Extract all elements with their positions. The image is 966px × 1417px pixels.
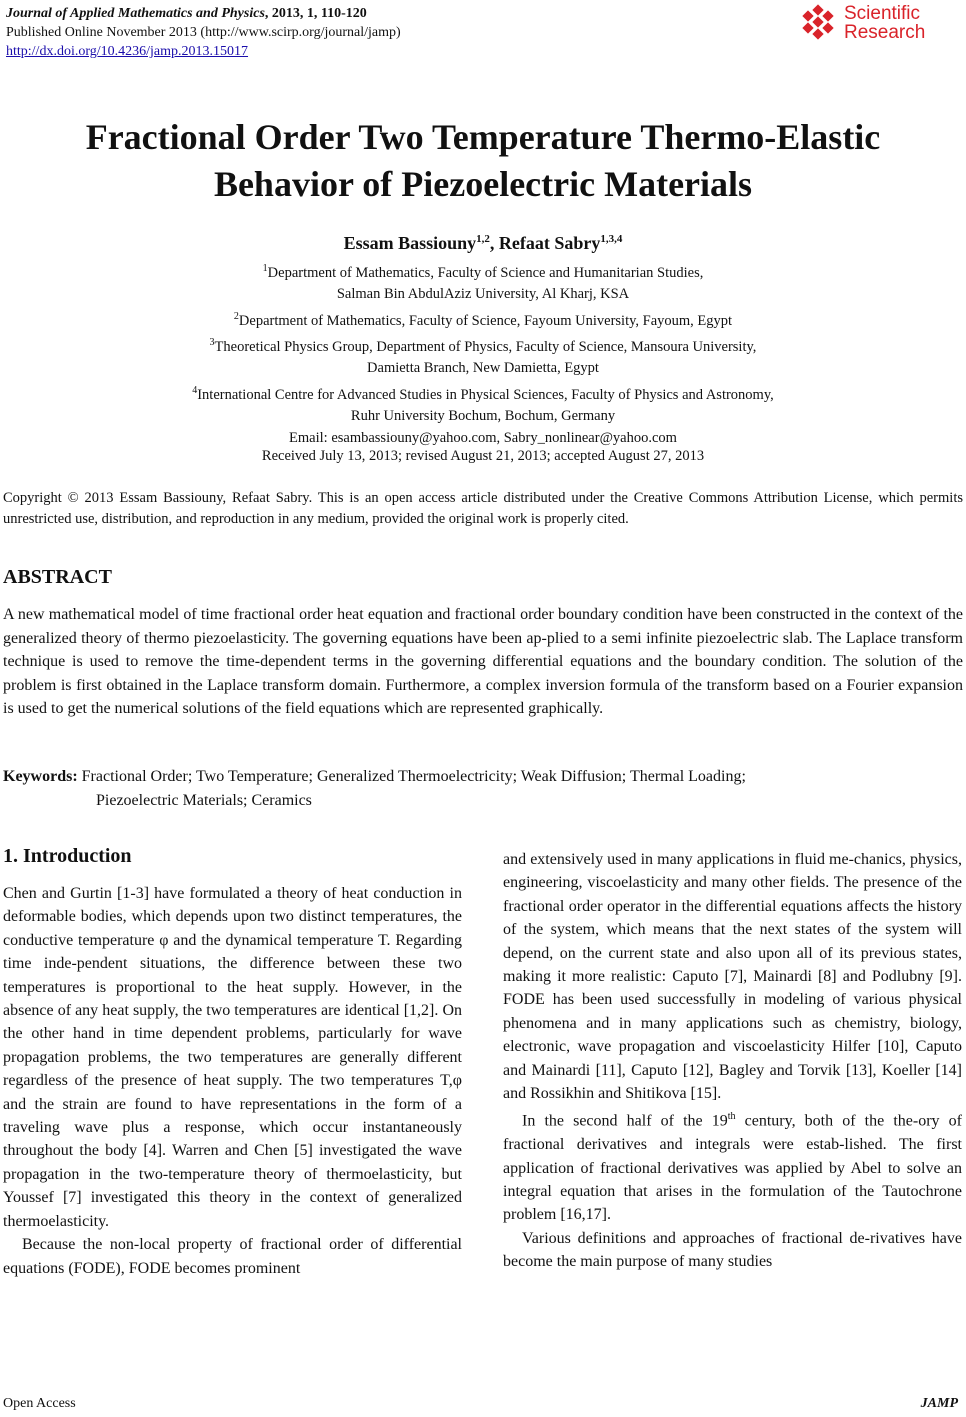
email-line: Email: esambassiouny@yahoo.com, Sabry_nonlinear@yahoo.com	[289, 429, 677, 446]
journal-header	[6, 4, 401, 61]
paragraph: In the second half of the 19th century, both of the the-ory of fractional derivatives and integrals were estab-lished. The first application of fractional derivatives was applied by Abel to solve an integral equation that arises in the formulation of the Tautochrone problem [16,17].	[503, 1111, 962, 1224]
scientific-research-logo	[800, 4, 960, 44]
section-heading-introduction: 1. Introduction	[3, 845, 132, 867]
right-column	[503, 848, 962, 1274]
abstract-heading: ABSTRACT	[3, 566, 112, 588]
published-line: Published Online November 2013 (http://www.scirp.org/journal/jamp)	[6, 25, 401, 40]
affiliations	[0, 258, 966, 449]
journal-name: Journal of Applied Mathematics and Physics	[6, 6, 265, 21]
keywords	[3, 765, 963, 812]
affiliation-line: Damietta Branch, New Damietta, Egypt	[367, 360, 599, 377]
affiliation-line: $^1$Department of Mathematics, Faculty of Science and Humanitarian Studies,	[262, 263, 704, 281]
author-1: Essam Bassiouny	[343, 233, 477, 253]
copyright-notice: Copyright © 2013 Essam Bassiouny, Refaat Sabry. This is an open access article distributed under the Creative Commons Attribution License, which permits unrestricted use, distribution, and reproduction in any medium, provided the original work is properly cited.	[3, 490, 963, 527]
received-dates: Received July 13, 2013; revised August 21, 2013; accepted August 27, 2013	[261, 448, 705, 464]
doi-link[interactable]: http://dx.doi.org/10.4236/jamp.2013.15017	[6, 44, 249, 59]
logo-text-research: Research	[844, 22, 926, 43]
keywords-label: Keywords:	[3, 768, 78, 785]
paragraph: Because the non-local property of fractional order of differential equations (FODE), FODE becomes prominent	[3, 1236, 462, 1277]
author-2: Refaat Sabry	[498, 233, 601, 253]
affiliation-line: $^4$International Centre for Advanced Studies in Physical Sciences, Faculty of Physics and Astronomy,	[192, 384, 774, 403]
journal-volume: , 2013, 1, 110-120	[264, 6, 367, 21]
abstract-text: A new mathematical model of time fractional order heat equation and fractional order boundary condition have been constructed in the context of the generalized theory of thermo piezoelasticity. The governing equations have been ap-plied to a semi infinite piezoelectric slab. The Laplace transform technique is used to remove the time-dependent terms in the governing differential equations and the boundary condition. The solution of the problem is first obtained in the Laplace transform domain. Furthermore, a complex inversion formula of the transform based on a Fourier expansion is used to get the numerical solutions of the field equations which are represented graphically.	[3, 606, 963, 717]
footer-open-access: Open Access	[3, 1396, 76, 1411]
author-1-affil: 1,2	[476, 233, 490, 245]
footer-journal-abbrev: JAMP	[920, 1396, 958, 1411]
paragraph: and extensively used in many applications in fluid me-chanics, physics, engineering, viscoelasticity and many other fields. The presence of the fractional order operator in the differential equations affects the history of the system, which means that the next states of the system will depend, on the current state and also upon all of its previous states, making it more realistic: Caputo [7], Mainardi [8] and Podlubny [9]. FODE has been used successfully in modeling of various physical phenomena and in many applications such as chemistry, biology, electronic, wave propagation and viscoelasticity Hilfer [10], Caputo and Mainardi [11], Caputo [12], Bagley and Torvik [13], Koeller [14] and Rossikhin and Shitikova [15].	[503, 851, 962, 1103]
authors	[0, 233, 966, 254]
paragraph: Various definitions and approaches of fractional de-rivatives have become the main purpose of many studies	[503, 1229, 962, 1271]
logo-text-scientific: Scientific	[844, 3, 921, 24]
journal-citation	[6, 4, 401, 23]
paragraph: Chen and Gurtin [1-3] have formulated a theory of heat conduction in deformable bodies, which depends upon two distinct temperatures, the conductive temperature φ and the dynamical temperature T. Regarding time inde-pendent situations, the difference between these two temperatures is proportional to the heat supply. However, in the absence of any heat supply, the two temperatures are identical [1,2]. On the other hand in time dependent problems, particularly for wave propagation problems, the two temperatures are generally different regardless of the presence of heat supply. The two temperatures T,φ and the strain are found to have representations in the form of a traveling wave plus a response, which occur instantaneously throughout the body [4]. Warren and Chen [5] investigated the wave propagation in the two-temperature theory of thermoelasticity, but Youssef [7] investigated this theory in the context of generalized thermoelasticity.	[3, 885, 462, 1230]
title-line-1: Fractional Order Two Temperature Thermo-Elastic	[85, 117, 881, 157]
affiliation-line: Salman Bin AbdulAziz University, Al Kharj, KSA	[336, 286, 630, 303]
title-line-2: Behavior of Piezoelectric Materials	[213, 164, 753, 204]
affiliation-line: $^3$Theoretical Physics Group, Department of Physics, Faculty of Science, Mansoura University,	[209, 337, 757, 355]
affiliation-line: Ruhr University Bochum, Bochum, Germany	[350, 408, 616, 425]
keywords-line-2: Piezoelectric Materials; Ceramics	[96, 791, 312, 809]
author-2-affil: 1,3,4	[600, 233, 623, 245]
keywords-line-1: Fractional Order; Two Temperature; Generalized Thermoelectricity; Weak Diffusion; Thermal Loading;	[77, 768, 746, 785]
left-column	[3, 882, 462, 1280]
affiliation-line: $^2$Department of Mathematics, Faculty of Science, Fayoum University, Fayoum, Egypt	[233, 310, 733, 329]
author-separator: ,	[489, 233, 499, 253]
paper-title	[0, 114, 966, 208]
logo-diamonds-icon	[800, 6, 840, 42]
